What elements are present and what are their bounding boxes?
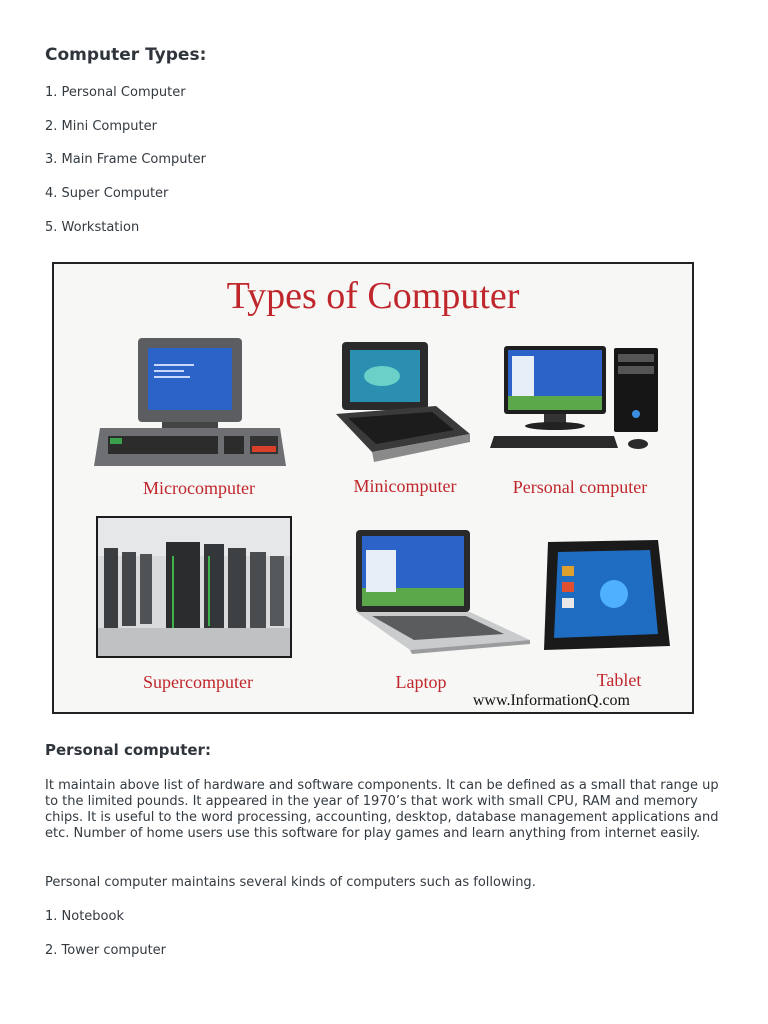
personal-computer-image [490,344,662,456]
tablet-image [540,538,672,654]
list-item: 3. Main Frame Computer [45,152,206,167]
minicomputer-image [336,340,472,464]
section-heading: Personal computer: [45,741,211,759]
list-item: 1. Notebook [45,909,124,924]
figure-source-url: www.InformationQ.com [472,692,630,709]
figure-title: Types of Computer [226,275,520,317]
list-item: 2. Mini Computer [45,119,157,134]
microcomputer-image [92,336,288,470]
caption-tablet: Tablet [596,670,642,690]
paragraph: Personal computer maintains several kinds of computers such as following. [45,875,536,890]
laptop-image [354,530,532,654]
caption-personal-computer: Personal computer [512,477,648,497]
types-of-computer-figure [52,262,694,714]
caption-supercomputer: Supercomputer [143,672,253,692]
supercomputer-image [96,516,292,658]
list-item: 2. Tower computer [45,943,167,958]
page-title: Computer Types: [45,45,207,65]
caption-minicomputer: Minicomputer [353,476,457,496]
paragraph: It maintain above list of hardware and software components. It can be defined as a small that range up to the limited pounds. It appeared in the year of 1970’s that work with small CPU, RAM and memory chips. It is useful to the word processing, accounting, desktop, database management applications and etc. Number of home users use this software for play games and learn anything from internet easily. [45,778,719,841]
caption-laptop: Laptop [395,672,447,692]
list-item: 5. Workstation [45,220,140,235]
list-item: 4. Super Computer [45,186,169,201]
caption-microcomputer: Microcomputer [143,478,255,498]
list-item: 1. Personal Computer [45,85,186,100]
